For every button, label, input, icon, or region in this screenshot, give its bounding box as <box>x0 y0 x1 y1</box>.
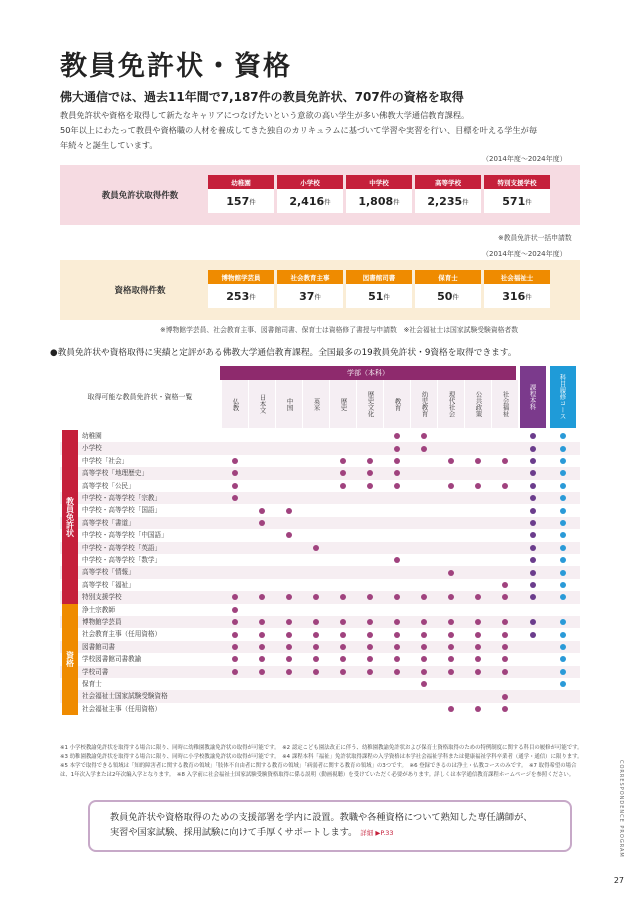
matrix-row-label: 学校図書館司書教諭 <box>82 655 142 664</box>
qual-cell <box>484 270 550 308</box>
matrix-row <box>60 604 580 616</box>
faculty-column-header: 仏教 <box>222 380 248 428</box>
credit-course-dot <box>560 644 566 650</box>
regular-course-dot <box>530 545 536 551</box>
qual-unit: 件 <box>314 292 321 301</box>
teacher-license-label: 教員免許状取得件数 <box>101 191 179 201</box>
qual-cell-value <box>277 284 343 308</box>
matrix-row <box>60 542 580 554</box>
teacher-count: 157 <box>226 194 250 208</box>
teacher-unit: 件 <box>525 197 532 206</box>
available-dot <box>259 644 265 650</box>
available-dot <box>367 644 373 650</box>
available-dot <box>394 458 400 464</box>
credit-course-dot <box>560 508 566 514</box>
matrix-row <box>60 504 580 516</box>
available-dot <box>313 594 319 600</box>
available-dot <box>394 470 400 476</box>
credit-course-dot <box>560 632 566 638</box>
available-dot <box>448 669 454 675</box>
available-dot <box>313 632 319 638</box>
faculty-column-header: 幼児教育 <box>411 380 437 428</box>
regular-course-dot <box>530 520 536 526</box>
regular-course-dot <box>530 433 536 439</box>
available-dot <box>313 619 319 625</box>
available-dot <box>313 669 319 675</box>
matrix-row-label: 保育士 <box>82 680 102 688</box>
available-dot <box>340 632 346 638</box>
qual-unit: 件 <box>525 292 532 301</box>
available-dot <box>394 557 400 563</box>
available-dot <box>232 619 238 625</box>
matrix-row <box>60 554 580 566</box>
support-line-2: 実習や国家試験、採用試験に向けて手厚くサポートします。 <box>110 827 358 838</box>
teacher-cell <box>484 175 550 213</box>
credit-course-dot <box>560 557 566 563</box>
regular-course-dot <box>530 470 536 476</box>
qual-cell-head: 博物館学芸員 <box>208 270 274 284</box>
matrix-row-label: 浄土宗教師 <box>82 605 115 614</box>
credit-course-dot <box>560 520 566 526</box>
faculty-column-header: 日本文 <box>249 380 275 428</box>
available-dot <box>394 656 400 662</box>
credit-course-dot <box>560 681 566 687</box>
available-dot <box>448 706 454 712</box>
matrix-row-label: 博物館学芸員 <box>82 618 122 626</box>
available-dot <box>421 433 427 439</box>
available-dot <box>394 632 400 638</box>
qualification-label: 資格取得件数 <box>114 286 166 296</box>
qual-cell <box>277 270 343 308</box>
teacher-count: 2,235 <box>427 194 463 208</box>
side-running-text: CORRESPONDENCE PROGRAM <box>618 760 624 858</box>
matrix-row <box>60 442 580 454</box>
period-label-1: （2014年度～2024年度） <box>482 155 567 163</box>
matrix-row <box>60 591 580 603</box>
available-dot <box>502 669 508 675</box>
credit-course-dot <box>560 433 566 439</box>
available-dot <box>421 594 427 600</box>
matrix-row-label: 小学校 <box>82 444 102 453</box>
matrix-row-label: 特別支援学校 <box>82 593 122 602</box>
available-dot <box>232 607 238 613</box>
qual-cell <box>346 270 412 308</box>
qual-cell <box>415 270 481 308</box>
intro-line-1: 教員免許状や資格を取得して新たなキャリアにつなげたいという意欲の高い学生が多い佛教大学通信教育課程。 <box>60 110 470 120</box>
regular-course-dot <box>530 594 536 600</box>
available-dot <box>421 619 427 625</box>
available-dot <box>448 570 454 576</box>
qual-unit: 件 <box>383 292 390 301</box>
qual-count: 316 <box>502 289 526 303</box>
regular-course-dot <box>530 458 536 464</box>
regular-course-dot <box>530 557 536 563</box>
period-label-2: （2014年度～2024年度） <box>482 250 567 258</box>
available-dot <box>286 594 292 600</box>
credit-course-dot <box>560 458 566 464</box>
available-dot <box>232 458 238 464</box>
credit-course-dot <box>560 446 566 452</box>
matrix-row <box>60 616 580 628</box>
credit-course-dot <box>560 470 566 476</box>
matrix-row-label: 社会教育主事（任用資格） <box>82 630 162 639</box>
teacher-cell <box>415 175 481 213</box>
regular-course-dot <box>530 495 536 501</box>
matrix-row <box>60 517 580 529</box>
teacher-cell <box>277 175 343 213</box>
available-dot <box>394 594 400 600</box>
subheading: 佛大通信では、過去11年間で7,187件の教員免許状、707件の資格を取得 <box>60 90 464 104</box>
teacher-cell-value <box>484 189 550 213</box>
regular-course-dot <box>530 483 536 489</box>
available-dot <box>259 520 265 526</box>
qual-cell-value <box>208 284 274 308</box>
available-dot <box>232 594 238 600</box>
intro-line-3: 年続々と誕生しています。 <box>60 140 158 150</box>
available-dot <box>475 483 481 489</box>
regular-course-dot <box>530 570 536 576</box>
teacher-cell-value <box>208 189 274 213</box>
available-dot <box>394 644 400 650</box>
matrix-row <box>60 678 580 690</box>
available-dot <box>475 669 481 675</box>
teacher-cell-value <box>346 189 412 213</box>
available-dot <box>394 433 400 439</box>
available-dot <box>421 656 427 662</box>
available-dot <box>502 582 508 588</box>
available-dot <box>421 681 427 687</box>
available-dot <box>313 545 319 551</box>
available-dot <box>313 656 319 662</box>
matrix-row-label: 高等学校「公民」 <box>82 481 135 490</box>
available-dot <box>448 656 454 662</box>
available-dot <box>421 644 427 650</box>
available-dot <box>286 508 292 514</box>
available-dot <box>475 619 481 625</box>
teacher-cell-head: 高等学校 <box>415 175 481 189</box>
available-dot <box>340 458 346 464</box>
matrix-row <box>60 690 580 702</box>
available-dot <box>232 483 238 489</box>
qual-cell-value <box>415 284 481 308</box>
qual-cell-head: 社会教育主事 <box>277 270 343 284</box>
qual-cell-head: 図書館司書 <box>346 270 412 284</box>
matrix-row-label: 中学校・高等学校「国語」 <box>82 506 162 515</box>
matrix-row-label: 中学校・高等学校「数学」 <box>82 556 162 564</box>
available-dot <box>502 483 508 489</box>
teacher-cell-value <box>415 189 481 213</box>
support-box <box>88 800 572 852</box>
available-dot <box>367 669 373 675</box>
available-dot <box>286 632 292 638</box>
teacher-license-panel <box>60 165 580 225</box>
available-dot <box>502 706 508 712</box>
regular-course-dot <box>530 532 536 538</box>
credit-course-dot <box>560 582 566 588</box>
teacher-unit: 件 <box>462 197 469 206</box>
available-dot <box>502 458 508 464</box>
available-dot <box>286 532 292 538</box>
matrix-row-label: 幼稚園 <box>82 432 102 440</box>
teacher-license-note: ※教員免許状一括申請数 <box>498 234 572 242</box>
available-dot <box>448 619 454 625</box>
qualification-note: ※博物館学芸員、社会教育主事、図書館司書、保育士は資格修了書授与申請数 ※社会福祉士は国家試験受験資格者数 <box>160 326 519 334</box>
available-dot <box>448 644 454 650</box>
matrix-row-label: 学校司書 <box>82 667 109 676</box>
qual-count: 50 <box>437 289 453 303</box>
matrix-row <box>60 703 580 715</box>
matrix-row <box>60 579 580 591</box>
credit-course-dot <box>560 495 566 501</box>
available-dot <box>367 632 373 638</box>
available-dot <box>259 594 265 600</box>
available-dot <box>394 669 400 675</box>
available-dot <box>232 656 238 662</box>
available-dot <box>232 669 238 675</box>
matrix-row-label: 中学校・高等学校「英語」 <box>82 543 162 552</box>
available-dot <box>367 458 373 464</box>
faculty-column-header: 英米 <box>303 380 329 428</box>
available-dot <box>259 619 265 625</box>
teacher-cell-head: 幼稚園 <box>208 175 274 189</box>
faculty-column-header: 中国 <box>276 380 302 428</box>
matrix-row <box>60 628 580 640</box>
available-dot <box>367 619 373 625</box>
available-dot <box>340 594 346 600</box>
teacher-cell-head: 小学校 <box>277 175 343 189</box>
available-dot <box>394 483 400 489</box>
available-dot <box>394 619 400 625</box>
credit-course-dot <box>560 483 566 489</box>
available-dot <box>340 483 346 489</box>
available-dot <box>448 594 454 600</box>
qual-unit: 件 <box>452 292 459 301</box>
available-dot <box>340 619 346 625</box>
matrix-row-label: 高等学校「福祉」 <box>82 580 135 589</box>
available-dot <box>475 458 481 464</box>
teacher-unit: 件 <box>249 197 256 206</box>
qualification-group-label: 資格 <box>62 604 78 716</box>
matrix-row-label: 中学校「社会」 <box>82 456 129 465</box>
qual-count: 51 <box>368 289 384 303</box>
teacher-cell-head: 中学校 <box>346 175 412 189</box>
faculty-column-header: 社会福祉 <box>492 380 518 428</box>
intro-line-2: 50年以上にわたって教員や資格職の人材を養成してきた独自のカリキュラムに基づいて学習や実習を行い、目標を叶える学生が毎 <box>60 125 538 135</box>
regular-course-dot <box>530 508 536 514</box>
regular-course-dot <box>530 582 536 588</box>
page-title: 教員免許状・資格 <box>60 51 292 82</box>
available-dot <box>394 446 400 452</box>
intro-text <box>60 108 580 153</box>
credit-course-dot <box>560 656 566 662</box>
available-dot <box>502 632 508 638</box>
available-dot <box>367 483 373 489</box>
footnote: ※1 小学校教諭免許状を取得する場合に限り、同時に幼稚園教諭免許状の取得が可能です。 ※2 認定こども園法改正に伴う、幼稚園教諭免許状および保育士資格取得のための特例制度に関する科目の履修が可能です。 ※3 幼稚園教諭免許状を取得する場合に限り、同時に小学校教諭免許状の取得が可能です。 ※4 課程本科「福祉」免許状取得課程の入学資格は本学社会福祉学科または健康福祉学科卒業者（通学・通信）に限ります。 ※5 本学で取得できる領域は「知的障害者に関する教育の領域」「肢体不自由者に関する教育の領域」「病弱者に関する教育の領域」の3つです。 ※6 登録できるのは浄土・仏教コースのみです。 ※7 取得希望の場合は、1年次入学または2年次編入学となります。 ※8 入学前に社会福祉士国家試験受験資格取得に係る説明（動画視聴）を受けていただく必要があります。詳しくは本学通信教育課程ホームページを参照ください。 <box>60 745 586 778</box>
available-dot <box>286 669 292 675</box>
page-number: 27 <box>613 876 624 885</box>
available-dot <box>340 669 346 675</box>
support-line-1: 教員免許状や資格取得のための支援部署を学内に設置。教職や各種資格について熟知した専任講師が、 <box>110 812 533 823</box>
available-dot <box>475 594 481 600</box>
matrix-row <box>60 467 580 479</box>
teacher-count: 2,416 <box>289 194 325 208</box>
faculty-column-header: 現代社会 <box>438 380 464 428</box>
available-dot <box>232 632 238 638</box>
teacher-unit: 件 <box>324 197 331 206</box>
matrix-row <box>60 430 580 442</box>
qual-cell-head: 保育士 <box>415 270 481 284</box>
credit-course-dot <box>560 619 566 625</box>
credit-course-dot <box>560 570 566 576</box>
available-dot <box>340 656 346 662</box>
available-dot <box>286 644 292 650</box>
available-dot <box>367 594 373 600</box>
available-dot <box>502 656 508 662</box>
license-group-label: 教員免許状 <box>62 430 78 604</box>
faculty-column-header: 歴史 <box>330 380 356 428</box>
available-dot <box>475 706 481 712</box>
credit-course-dot <box>560 545 566 551</box>
matrix-row-label: 高等学校「情報」 <box>82 568 135 577</box>
matrix-lead-text: ●教員免許状や資格取得に実績と定評がある佛教大学通信教育課程。全国最多の19教員免許状・9資格を取得できます。 <box>50 348 517 358</box>
qual-cell <box>208 270 274 308</box>
available-dot <box>340 470 346 476</box>
available-dot <box>340 644 346 650</box>
matrix-row-label: 社会福祉主事（任用資格） <box>82 704 162 713</box>
regular-course-dot <box>530 619 536 625</box>
teacher-count: 571 <box>502 194 526 208</box>
faculty-column-header: 公共政策 <box>465 380 491 428</box>
available-dot <box>448 483 454 489</box>
available-dot <box>232 644 238 650</box>
matrix-row <box>60 480 580 492</box>
qual-count: 37 <box>299 289 315 303</box>
regular-course-dot <box>530 446 536 452</box>
qualification-panel <box>60 260 580 320</box>
available-dot <box>502 619 508 625</box>
available-dot <box>448 458 454 464</box>
available-dot <box>259 656 265 662</box>
matrix-corner-label: 取得可能な教員免許状・資格一覧 <box>87 393 193 401</box>
teacher-unit: 件 <box>393 197 400 206</box>
qual-cell-value <box>346 284 412 308</box>
matrix-row-label: 中学校・高等学校「宗教」 <box>82 494 162 502</box>
available-dot <box>313 644 319 650</box>
faculty-column-header: 歴史文化 <box>357 380 383 428</box>
license-matrix <box>60 366 580 740</box>
available-dot <box>286 619 292 625</box>
credit-course-dot <box>560 532 566 538</box>
matrix-row <box>60 641 580 653</box>
available-dot <box>421 669 427 675</box>
regular-course-header: 課程本科 <box>520 366 546 428</box>
teacher-count: 1,808 <box>358 194 394 208</box>
available-dot <box>448 632 454 638</box>
available-dot <box>232 470 238 476</box>
matrix-row <box>60 492 580 504</box>
teacher-cell <box>346 175 412 213</box>
available-dot <box>421 632 427 638</box>
matrix-row <box>60 455 580 467</box>
available-dot <box>502 594 508 600</box>
available-dot <box>502 694 508 700</box>
detail-link[interactable]: 詳細 ▶P.33 <box>360 829 394 837</box>
qual-cell-value <box>484 284 550 308</box>
teacher-cell-value <box>277 189 343 213</box>
teacher-cell <box>208 175 274 213</box>
matrix-row <box>60 653 580 665</box>
available-dot <box>475 656 481 662</box>
teacher-cell-head: 特別支援学校 <box>484 175 550 189</box>
credit-course-header: 科目履修コース <box>550 366 576 428</box>
matrix-row <box>60 529 580 541</box>
faculty-header: 学部（本科） <box>220 366 516 380</box>
matrix-row <box>60 566 580 578</box>
matrix-row-label: 社会福祉士国家試験受験資格 <box>82 692 168 701</box>
available-dot <box>259 669 265 675</box>
available-dot <box>475 632 481 638</box>
credit-course-dot <box>560 669 566 675</box>
available-dot <box>367 470 373 476</box>
matrix-row-label: 中学校・高等学校「中国語」 <box>82 531 168 540</box>
available-dot <box>259 632 265 638</box>
available-dot <box>502 644 508 650</box>
qual-cell-head: 社会福祉士 <box>484 270 550 284</box>
qual-unit: 件 <box>249 292 256 301</box>
faculty-column-header: 教育 <box>384 380 410 428</box>
available-dot <box>232 495 238 501</box>
available-dot <box>286 656 292 662</box>
matrix-row-label: 高等学校「書道」 <box>82 518 135 527</box>
available-dot <box>259 508 265 514</box>
matrix-row-label: 高等学校「地理歴史」 <box>82 469 148 478</box>
qual-count: 253 <box>226 289 250 303</box>
available-dot <box>421 446 427 452</box>
available-dot <box>475 644 481 650</box>
credit-course-dot <box>560 594 566 600</box>
matrix-row-label: 図書館司書 <box>82 642 115 651</box>
matrix-row <box>60 666 580 678</box>
regular-course-dot <box>530 632 536 638</box>
available-dot <box>367 656 373 662</box>
